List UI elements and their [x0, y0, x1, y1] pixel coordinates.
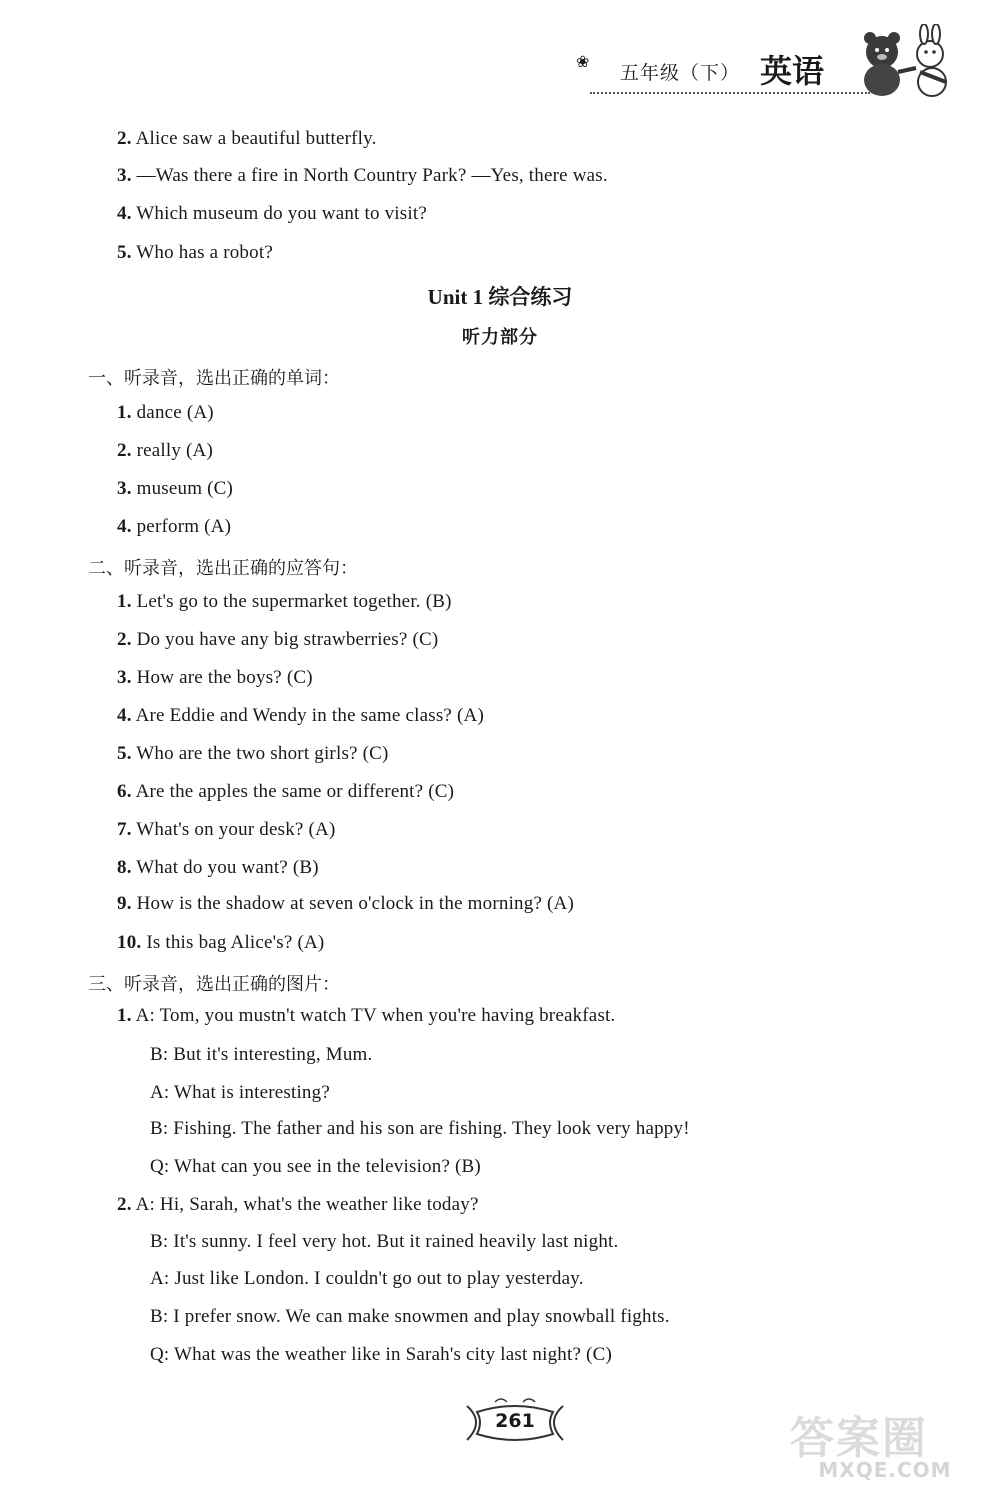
item-number: 4.	[117, 516, 132, 537]
page-header	[570, 38, 970, 98]
item-text: Which museum do you want to visit?	[136, 203, 427, 224]
item-number: 1.	[117, 402, 132, 423]
item-number: 10.	[117, 932, 142, 953]
dialog-line	[117, 1005, 615, 1027]
item-text: How are the boys? (C)	[136, 667, 313, 688]
flower-decoration-icon: ❀	[576, 54, 590, 71]
item-text: really (A)	[136, 440, 213, 461]
item-text: Are the apples the same or different? (C)	[135, 781, 455, 802]
item-number: 5.	[117, 743, 132, 764]
item-number: 9.	[117, 893, 132, 914]
dialog-line: B: Fishing. The father and his son are fishing. They look very happy!	[150, 1118, 690, 1139]
dialog-line: Q: What was the weather like in Sarah's city last night? (C)	[150, 1344, 612, 1365]
grade-label: 五年级（下）	[620, 62, 741, 84]
list-item	[117, 857, 319, 879]
dialog-text: A: Tom, you mustn't watch TV when you're having breakfast.	[135, 1005, 616, 1026]
item-number: 2.	[117, 629, 132, 650]
item-number: 1.	[117, 591, 132, 612]
list-item	[117, 932, 324, 954]
item-text: Who are the two short girls? (C)	[136, 743, 389, 764]
item-text: Let's go to the supermarket together. (B)	[136, 591, 452, 612]
item-number: 2.	[117, 1194, 132, 1215]
page-number-badge	[455, 1392, 575, 1452]
item-text: museum (C)	[136, 478, 234, 499]
item-text: Is this bag Alice's? (A)	[146, 932, 325, 953]
item-number: 4.	[117, 203, 132, 224]
list-item	[117, 591, 452, 613]
list-item	[117, 781, 454, 803]
unit-title: Unit 1 综合练习	[427, 285, 573, 309]
item-number: 2.	[117, 440, 132, 461]
item-text: perform (A)	[136, 516, 232, 537]
item-number: 4.	[117, 705, 132, 726]
list-item	[117, 893, 574, 915]
list-item	[117, 516, 231, 538]
item-number: 3.	[117, 165, 132, 186]
dialog-line: Q: What can you see in the television? (B)	[150, 1156, 481, 1177]
list-item	[117, 242, 273, 264]
list-item	[117, 128, 377, 150]
item-number: 3.	[117, 478, 132, 499]
item-number: 5.	[117, 242, 132, 263]
list-item	[117, 478, 233, 500]
item-number: 7.	[117, 819, 132, 840]
item-number: 2.	[117, 128, 132, 149]
list-item	[117, 203, 427, 225]
subject-label: 英语	[760, 52, 825, 90]
watermark-url: MXQE.COM	[818, 1458, 952, 1482]
item-text: Alice saw a beautiful butterfly.	[135, 128, 377, 149]
page-number: 261	[495, 1410, 535, 1432]
item-text: Who has a robot?	[136, 242, 273, 263]
item-text: How is the shadow at seven o'clock in the morning? (A)	[136, 893, 575, 914]
section-heading: 二、听录音，选出正确的应答句：	[88, 558, 358, 579]
section-heading: 一、听录音，选出正确的单词：	[88, 368, 340, 389]
item-text: What do you want? (B)	[136, 857, 319, 878]
list-item	[117, 629, 438, 651]
list-item	[117, 667, 313, 689]
item-text: What's on your desk? (A)	[136, 819, 336, 840]
item-number: 8.	[117, 857, 132, 878]
list-item	[117, 165, 608, 187]
item-number: 1.	[117, 1005, 132, 1026]
list-item	[117, 743, 389, 765]
watermark-title: 答案圈	[790, 1413, 928, 1464]
dialog-line: B: It's sunny. I feel very hot. But it rained heavily last night.	[150, 1231, 619, 1252]
section-heading: 三、听录音，选出正确的图片：	[88, 974, 340, 995]
dialog-line: A: What is interesting?	[150, 1082, 330, 1103]
dialog-line: B: But it's interesting, Mum.	[150, 1044, 373, 1065]
list-item	[117, 819, 336, 841]
list-item	[117, 402, 214, 424]
dialog-line: B: I prefer snow. We can make snowmen and play snowball fights.	[150, 1306, 670, 1327]
item-text: Are Eddie and Wendy in the same class? (A)	[135, 705, 484, 726]
list-item	[117, 440, 213, 462]
item-text: Do you have any big strawberries? (C)	[136, 629, 439, 650]
bear-and-rabbit-illustration-icon	[850, 24, 960, 104]
item-text: —Was there a fire in North Country Park? —Yes, there was.	[136, 165, 608, 186]
item-number: 3.	[117, 667, 132, 688]
list-item	[117, 705, 484, 727]
part-title: 听力部分	[462, 327, 538, 348]
item-text: dance (A)	[136, 402, 214, 423]
dialog-text: A: Hi, Sarah, what's the weather like today?	[135, 1194, 479, 1215]
watermark-logo	[780, 1402, 990, 1482]
dialog-line	[117, 1194, 479, 1216]
dialog-line: A: Just like London. I couldn't go out to play yesterday.	[150, 1268, 584, 1289]
header-dotted-line	[590, 92, 870, 94]
item-number: 6.	[117, 781, 132, 802]
